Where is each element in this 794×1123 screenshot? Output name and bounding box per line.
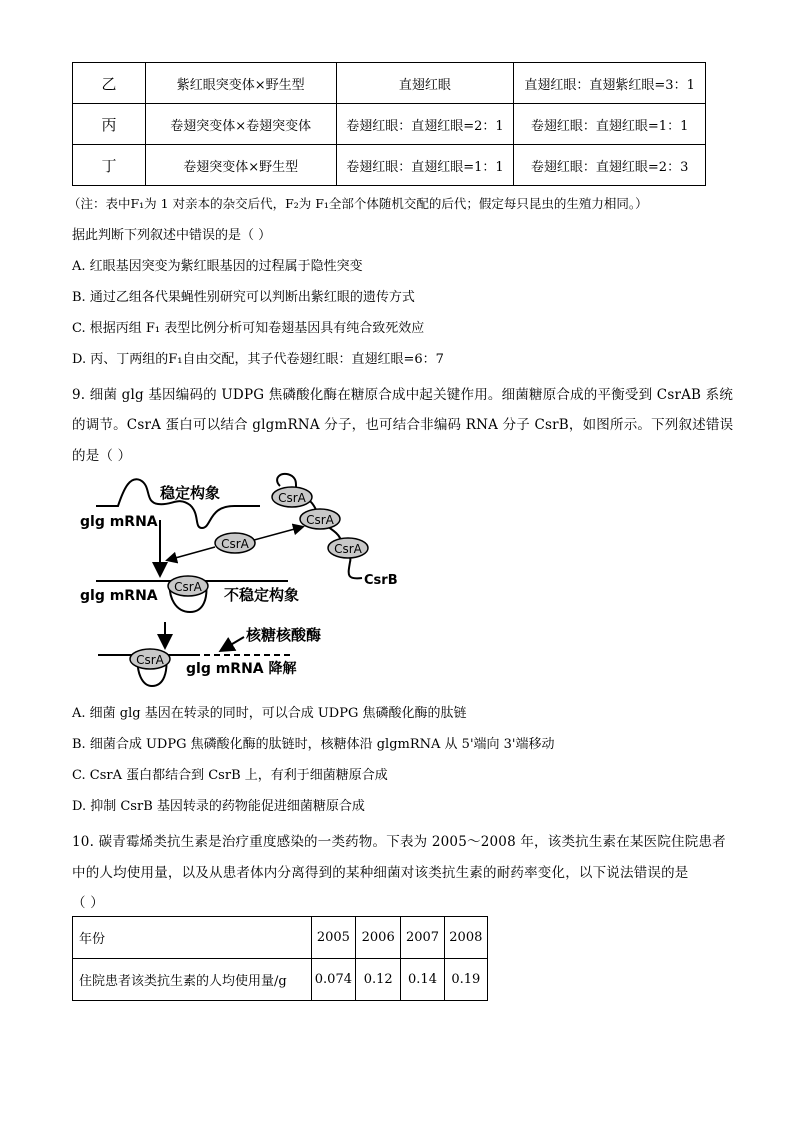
- table-row: [73, 959, 488, 1001]
- q10-line1: 10. 碳青霉烯类抗生素是治疗重度感染的一类药物。下表为 2005～2008 年，该类抗生素在某医院住院患者: [72, 834, 726, 850]
- table-row: [73, 63, 706, 104]
- table-note: （注：表中F₁为 1 对亲本的杂交后代，F₂为 F₁全部个体随机交配的后代；假定每只昆虫的生殖力相同。）: [68, 196, 648, 211]
- q9-line1: 9. 细菌 glg 基因编码的 UDPG 焦磷酸化酶在糖原合成中起关键作用。细菌糖原合成的平衡受到 CsrAB 系统: [72, 387, 734, 403]
- q10-line2: 中的人均使用量，以及从患者体内分离得到的某种细菌对该类抗生素的耐药率变化，以下说法错误的是: [72, 865, 689, 881]
- ribonuclease-label: 核糖核酸酶: [246, 626, 322, 644]
- q9-line3: 的是（ ）: [72, 448, 132, 464]
- f1-cell: 直翅红眼: [336, 63, 514, 104]
- group-cell: 乙: [73, 63, 146, 104]
- year-cell: 2008: [444, 917, 487, 959]
- value-cell: 0.074: [311, 959, 355, 1001]
- cross-cell: 卷翅突变体×野生型: [145, 145, 336, 186]
- arrow-to-mrna: [168, 547, 215, 560]
- csra-label: CsrA: [136, 653, 164, 667]
- csra-label: CsrA: [334, 542, 362, 556]
- header-cell: 年份: [73, 917, 312, 959]
- q9-option-c: C. CsrA 蛋白都结合到 CsrB 上，有利于细菌糖原合成: [72, 768, 388, 783]
- value-cell: 0.19: [444, 959, 487, 1001]
- q8-stem: 据此判断下列叙述中错误的是（ ）: [72, 228, 272, 243]
- group-cell: 丁: [73, 145, 146, 186]
- csrb-label: CsrB: [364, 573, 398, 588]
- cross-cell: 卷翅突变体×卷翅突变体: [145, 104, 336, 145]
- q9-line2: 的调节。CsrA 蛋白可以结合 glgmRNA 分子，也可结合非编码 RNA 分子 CsrB，如图所示。下列叙述错误: [72, 417, 734, 433]
- mrna-label-top: glg mRNA: [80, 514, 158, 530]
- f1-cell: 卷翅红眼：直翅红眼=2：1: [336, 104, 514, 145]
- value-cell: 0.14: [401, 959, 444, 1001]
- q9-option-b: B. 细菌合成 UDPG 焦磷酸化酶的肽链时，核糖体沿 glgmRNA 从 5'端向 3'端移动: [72, 737, 555, 752]
- ribonuclease-arrow: [222, 637, 244, 650]
- csra-label: CsrA: [174, 580, 202, 594]
- csra-label: CsrA: [306, 513, 334, 527]
- q8-option-a: A. 红眼基因突变为紫红眼基因的过程属于隐性突变: [72, 259, 363, 274]
- year-cell: 2007: [401, 917, 444, 959]
- q8-option-c: C. 根据丙组 F₁ 表型比例分析可知卷翅基因具有纯合致死效应: [72, 321, 425, 336]
- degrade-label: glg mRNA 降解: [186, 661, 297, 677]
- year-cell: 2006: [356, 917, 401, 959]
- csra-label: CsrA: [221, 537, 249, 551]
- f2-cell: 卷翅红眼：直翅红眼=1：1: [514, 104, 706, 145]
- table-row: [73, 104, 706, 145]
- q10-line3: （ ）: [72, 895, 104, 911]
- q9-option-d: D. 抑制 CsrB 基因转录的药物能促进细菌糖原合成: [72, 799, 365, 814]
- f2-cell: 直翅红眼：直翅紫红眼=3：1: [514, 63, 706, 104]
- cross-results-table: [72, 62, 706, 186]
- f2-cell: 卷翅红眼：直翅红眼=2：3: [514, 145, 706, 186]
- year-cell: 2005: [311, 917, 355, 959]
- csra-label: CsrA: [278, 491, 306, 505]
- table-row: [73, 917, 488, 959]
- mrna-label-mid: glg mRNA: [80, 588, 158, 604]
- arrow-to-csrb: [254, 527, 302, 540]
- q8-option-d: D. 丙、丁两组的F₁自由交配，其子代卷翅红眼：直翅红眼=6：7: [72, 352, 444, 367]
- f1-cell: 卷翅红眼：直翅红眼=1：1: [336, 145, 514, 186]
- cross-cell: 紫红眼突变体×野生型: [145, 63, 336, 104]
- group-cell: 丙: [73, 104, 146, 145]
- antibiotic-usage-table: [72, 916, 488, 1001]
- table-row: [73, 145, 706, 186]
- stable-label: 稳定构象: [160, 484, 221, 502]
- row-label-cell: 住院患者该类抗生素的人均使用量/g: [73, 959, 312, 1001]
- q9-option-a: A. 细菌 glg 基因在转录的同时，可以合成 UDPG 焦磷酸化酶的肽链: [72, 706, 467, 721]
- q8-option-b: B. 通过乙组各代果蝇性别研究可以判断出紫红眼的遗传方式: [72, 290, 415, 305]
- unstable-label: 不稳定构象: [224, 586, 300, 604]
- csra-regulation-diagram: [0, 470, 794, 700]
- value-cell: 0.12: [356, 959, 401, 1001]
